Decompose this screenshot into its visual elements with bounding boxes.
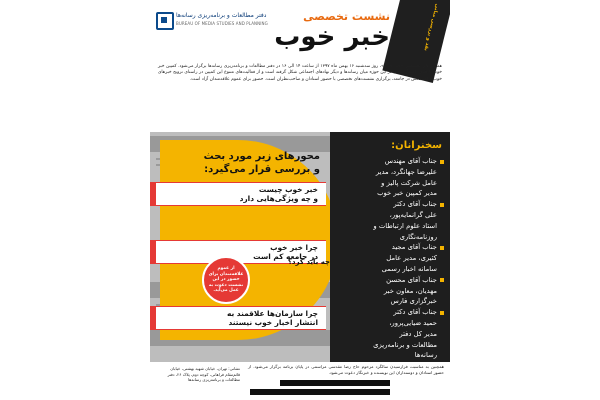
speaker-text: جناب آقای دکتر (393, 308, 437, 317)
speaker-text: مهدیان، معاون خبر (383, 286, 437, 295)
speaker-line (336, 221, 444, 232)
logo-icon (156, 12, 174, 30)
topic-line-1: چرا سازمان‌ها علاقمند به (226, 309, 318, 318)
speaker-line (336, 167, 444, 178)
bullet-icon (440, 203, 444, 207)
bullet-icon (440, 160, 444, 164)
redaction-bar (280, 380, 390, 386)
redaction-bar (250, 389, 390, 395)
speaker-line (336, 188, 444, 199)
intro-paragraph: همایش‌های تخصصی «خبر خوب»، روز سه‌شنبه ۱۶ بهمن ماه ۱۳۹۷ از ساعت ۱۴ الی ۱۶ در دفتر مطالعات و برنامه‌ریزی رسانه‌ها برگزار می‌شود. کمپین خبر خوب با هدف گفتمان‌سازی در این حوزه میان رسانه‌ها و دیگر نهادهای اجتماعی شکل گرفته است و از فعالیت‌های متنوع این کمپین در راستای ترویج خبرهای خوب و امیدبخش در جامعه، برگزاری نشست‌های تخصصی با حضور استادان و صاحب‌نظران است. حضور برای عموم علاقه‌مندان آزاد است. (158, 64, 442, 82)
event-subtitle: نشست تخصصی (303, 10, 390, 23)
speaker-line (336, 210, 444, 221)
topics-heading (170, 150, 320, 176)
speaker-text: سامانه اخبار رسمی (381, 264, 437, 273)
speakers-heading: سخنرانان: (391, 140, 442, 151)
topic-item (150, 182, 326, 206)
speaker-text: مدیر کل دفتر (399, 329, 437, 338)
topic-line-2: انتشار اخبار خوب نیستند (228, 318, 318, 327)
invitation-badge (202, 256, 250, 304)
subtopic-text: چه باید کرد؟ (287, 258, 330, 266)
bullet-icon (440, 278, 444, 282)
speaker-line (336, 340, 444, 351)
logo-text-en: BUREAU OF MEDIA STUDIES AND PLANNING (176, 21, 268, 26)
speaker-text: مطالعات و برنامه‌ریزی (373, 340, 437, 349)
badge-text: از عموم علاقه‌مندان برای حضور در این نشست دعوت به عمل می‌آید. (208, 266, 244, 293)
bullet-icon (440, 246, 444, 250)
speaker-line (336, 264, 444, 275)
speakers-panel (330, 132, 450, 362)
speaker-line (336, 329, 444, 340)
topic-item (150, 306, 326, 330)
speaker-text: کثیری، مدیر عامل (386, 254, 437, 263)
topic-marker (150, 241, 156, 263)
speaker-line (336, 275, 444, 286)
bullet-icon (440, 311, 444, 315)
speaker-text: علی گرانمایه‌پور، (389, 210, 437, 219)
topic-marker (150, 307, 156, 329)
topic-line-1: چرا خبر خوب (270, 243, 318, 252)
ribbon-text: نقد و بررسی مبانی (422, 2, 441, 52)
speaker-text: رسانه‌ها (414, 351, 437, 360)
topics-heading-line-2: و بررسی قرار می‌گیرد: (204, 164, 320, 175)
logo-text-fa: دفتر مطالعات و برنامه‌ریزی رسانه‌ها (176, 12, 267, 19)
topic-text (227, 309, 318, 327)
speaker-text: روزنامه‌نگاری (399, 232, 437, 241)
event-poster (150, 0, 450, 400)
speaker-text: جناب آقای مجید (391, 243, 437, 252)
speaker-line (336, 199, 444, 210)
speaker-text: جناب آقای مهندس (384, 157, 437, 165)
topic-line-2: و چه ویژگی‌هایی دارد (239, 194, 318, 203)
speaker-text: مدیر کمپین خبر خوب (377, 189, 437, 198)
topic-marker (150, 183, 156, 205)
topics-heading-line-1: محورهای زیر مورد بحث (203, 151, 320, 162)
speaker-line (336, 286, 444, 297)
topic-text (240, 185, 318, 203)
topic-line-2: در جامعه کم است (253, 252, 318, 261)
address-text: نشانی: تهران، خیابان شهید بهشتی، خیابان قائم‌مقام فراهانی، کوچه دوم، پلاک ۲۶، دفتر مطالعات و برنامه‌ریزی رسانه‌ها (167, 366, 240, 383)
speaker-text: خبرگزاری فارس (390, 297, 437, 306)
speaker-list (336, 156, 444, 361)
organization-logo (156, 12, 274, 34)
speaker-text: جناب آقای محسن (386, 275, 437, 284)
footer-note: همچنین به مناسبت فرارسیدن سالگرد مرحوم حاج رضا مقدسی مراسمی در پایان برنامه برگزار می‌شود. از حضور استادان و دوستداران این نویسنده و خبرنگار دعوت می‌شود. (248, 364, 444, 375)
speaker-line (336, 318, 444, 329)
topic-line-1: خبر خوب چیست (258, 185, 318, 194)
speaker-line (336, 350, 444, 361)
speaker-line (336, 307, 444, 318)
speaker-line (336, 242, 444, 253)
speaker-line (336, 232, 444, 243)
speaker-line (336, 296, 444, 307)
speaker-text: جناب آقای دکتر (393, 200, 437, 209)
speaker-line (336, 253, 444, 264)
speaker-line (336, 178, 444, 189)
speaker-text: حمید ضیایی‌پرور، (389, 318, 437, 327)
event-title: خبر خوب (274, 22, 390, 52)
speaker-text: استاد علوم ارتباطات و (373, 221, 437, 230)
speaker-line (336, 156, 444, 167)
speaker-text: عامل شرکت پالیز و (381, 178, 437, 187)
speaker-text: علیرضا جهانگرد، مدیر (375, 167, 437, 176)
